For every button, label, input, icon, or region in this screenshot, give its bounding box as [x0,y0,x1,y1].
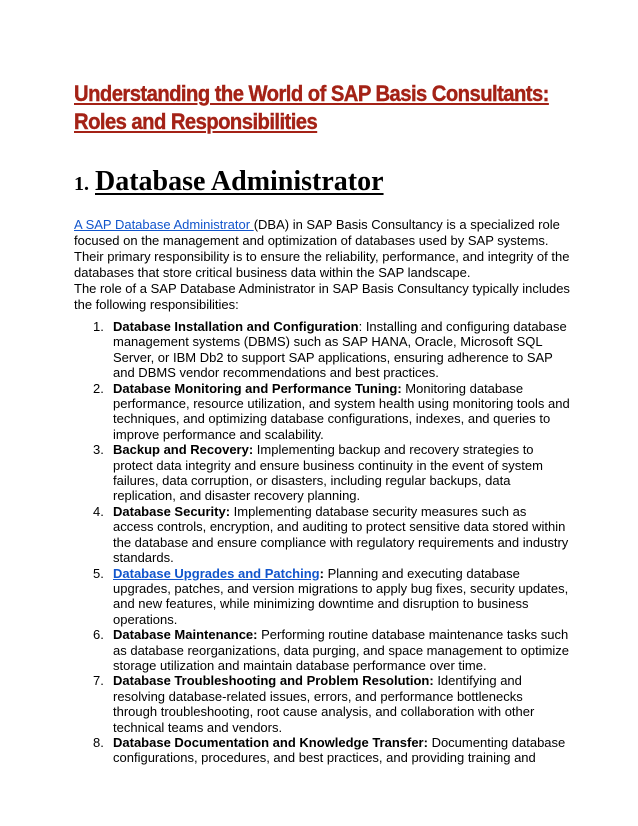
intro-paragraph [74,217,574,313]
item-title: Database Documentation and Knowledge Transfer: [113,734,428,750]
intro-text: (DBA) in SAP Basis Consultancy is a specialized role focused on the management and optimization of databases used by SAP systems. Their primary responsibility is to ensure the reliability, performance, and integrity of the databases that store critical business data within the SAP landscape. [74,217,570,280]
responsibilities-list [74,319,570,766]
item-title: Database Monitoring and Performance Tuning: [113,380,402,396]
list-item [74,566,570,628]
item-title: Database Troubleshooting and Problem Resolution: [113,673,434,689]
list-number: 1. [93,319,104,334]
item-text: Planning and executing database upgrades, patches, and version migrations to apply bug fixes, security updates, and new features, while minimizing downtime and disruption to business operations. [113,565,569,627]
list-number: 7. [93,673,104,689]
item-title: Database Security: [113,503,231,519]
page-title: Understanding the World of SAP Basis Consultants: Roles and Responsibilities [74,81,549,134]
list-item [74,442,570,504]
item-title: Backup and Recovery: [113,442,254,458]
list-item [74,381,570,443]
list-number: 8. [93,734,104,750]
list-number: 5. [93,565,104,581]
item-title: : [319,565,324,581]
item-separator: : [358,319,366,334]
list-item [74,673,570,735]
item-title: Database Maintenance: [113,627,258,643]
list-number: 2. [93,380,104,396]
item-text: Installing and configuring database management systems (DBMS) such as SAP HANA, Oracle, Microsoft SQL Server, or IBM Db2 to support SAP applications, ensuring adherence to SAP and DBMS vendor recommendations and best practices. [113,319,567,381]
list-item [74,319,570,381]
list-item [74,627,570,673]
list-item [74,735,570,766]
section-number: 1. [74,173,89,195]
upgrades-patching-link[interactable]: Database Upgrades and Patching [113,565,320,581]
item-text: Implementing backup and recovery strategies to protect data integrity and ensure business continuity in the event of system failures, data corruption, or disasters, including regular backups, data replication, and disaster recovery planning. [113,442,543,504]
item-title: Database Installation and Configuration [113,319,359,334]
item-text: Identifying and resolving database-related issues, errors, and performance bottlenecks through troubleshooting, root cause analysis, and collaboration with other technical teams and vendors. [113,673,535,735]
item-text: Monitoring database performance, resource utilization, and system health using monitoring tools and techniques, and optimizing database configurations, indexes, and queries to improve performance and scalability. [113,380,570,442]
item-text: Implementing database security measures such as access controls, encryption, and auditing to protect sensitive data stored within the database and ensure compliance with regulatory requirements and industry standards. [113,503,569,566]
list-number: 4. [93,503,104,519]
item-text: Performing routine database maintenance tasks such as database reorganizations, data purging, and space management to optimize storage utilization and maintain database performance over time. [113,627,570,673]
section-heading [74,166,384,198]
list-number: 6. [93,627,104,643]
section-title: Database Administrator [95,166,384,197]
intro-text-2: The role of a SAP Database Administrator in SAP Basis Consultancy typically includes the following responsibilities: [74,281,570,312]
item-text: Documenting database configurations, procedures, and best practices, and providing training and [113,734,566,766]
dba-link[interactable]: A SAP Database Administrator [74,217,254,232]
list-item [74,504,570,566]
list-number: 3. [93,442,104,458]
